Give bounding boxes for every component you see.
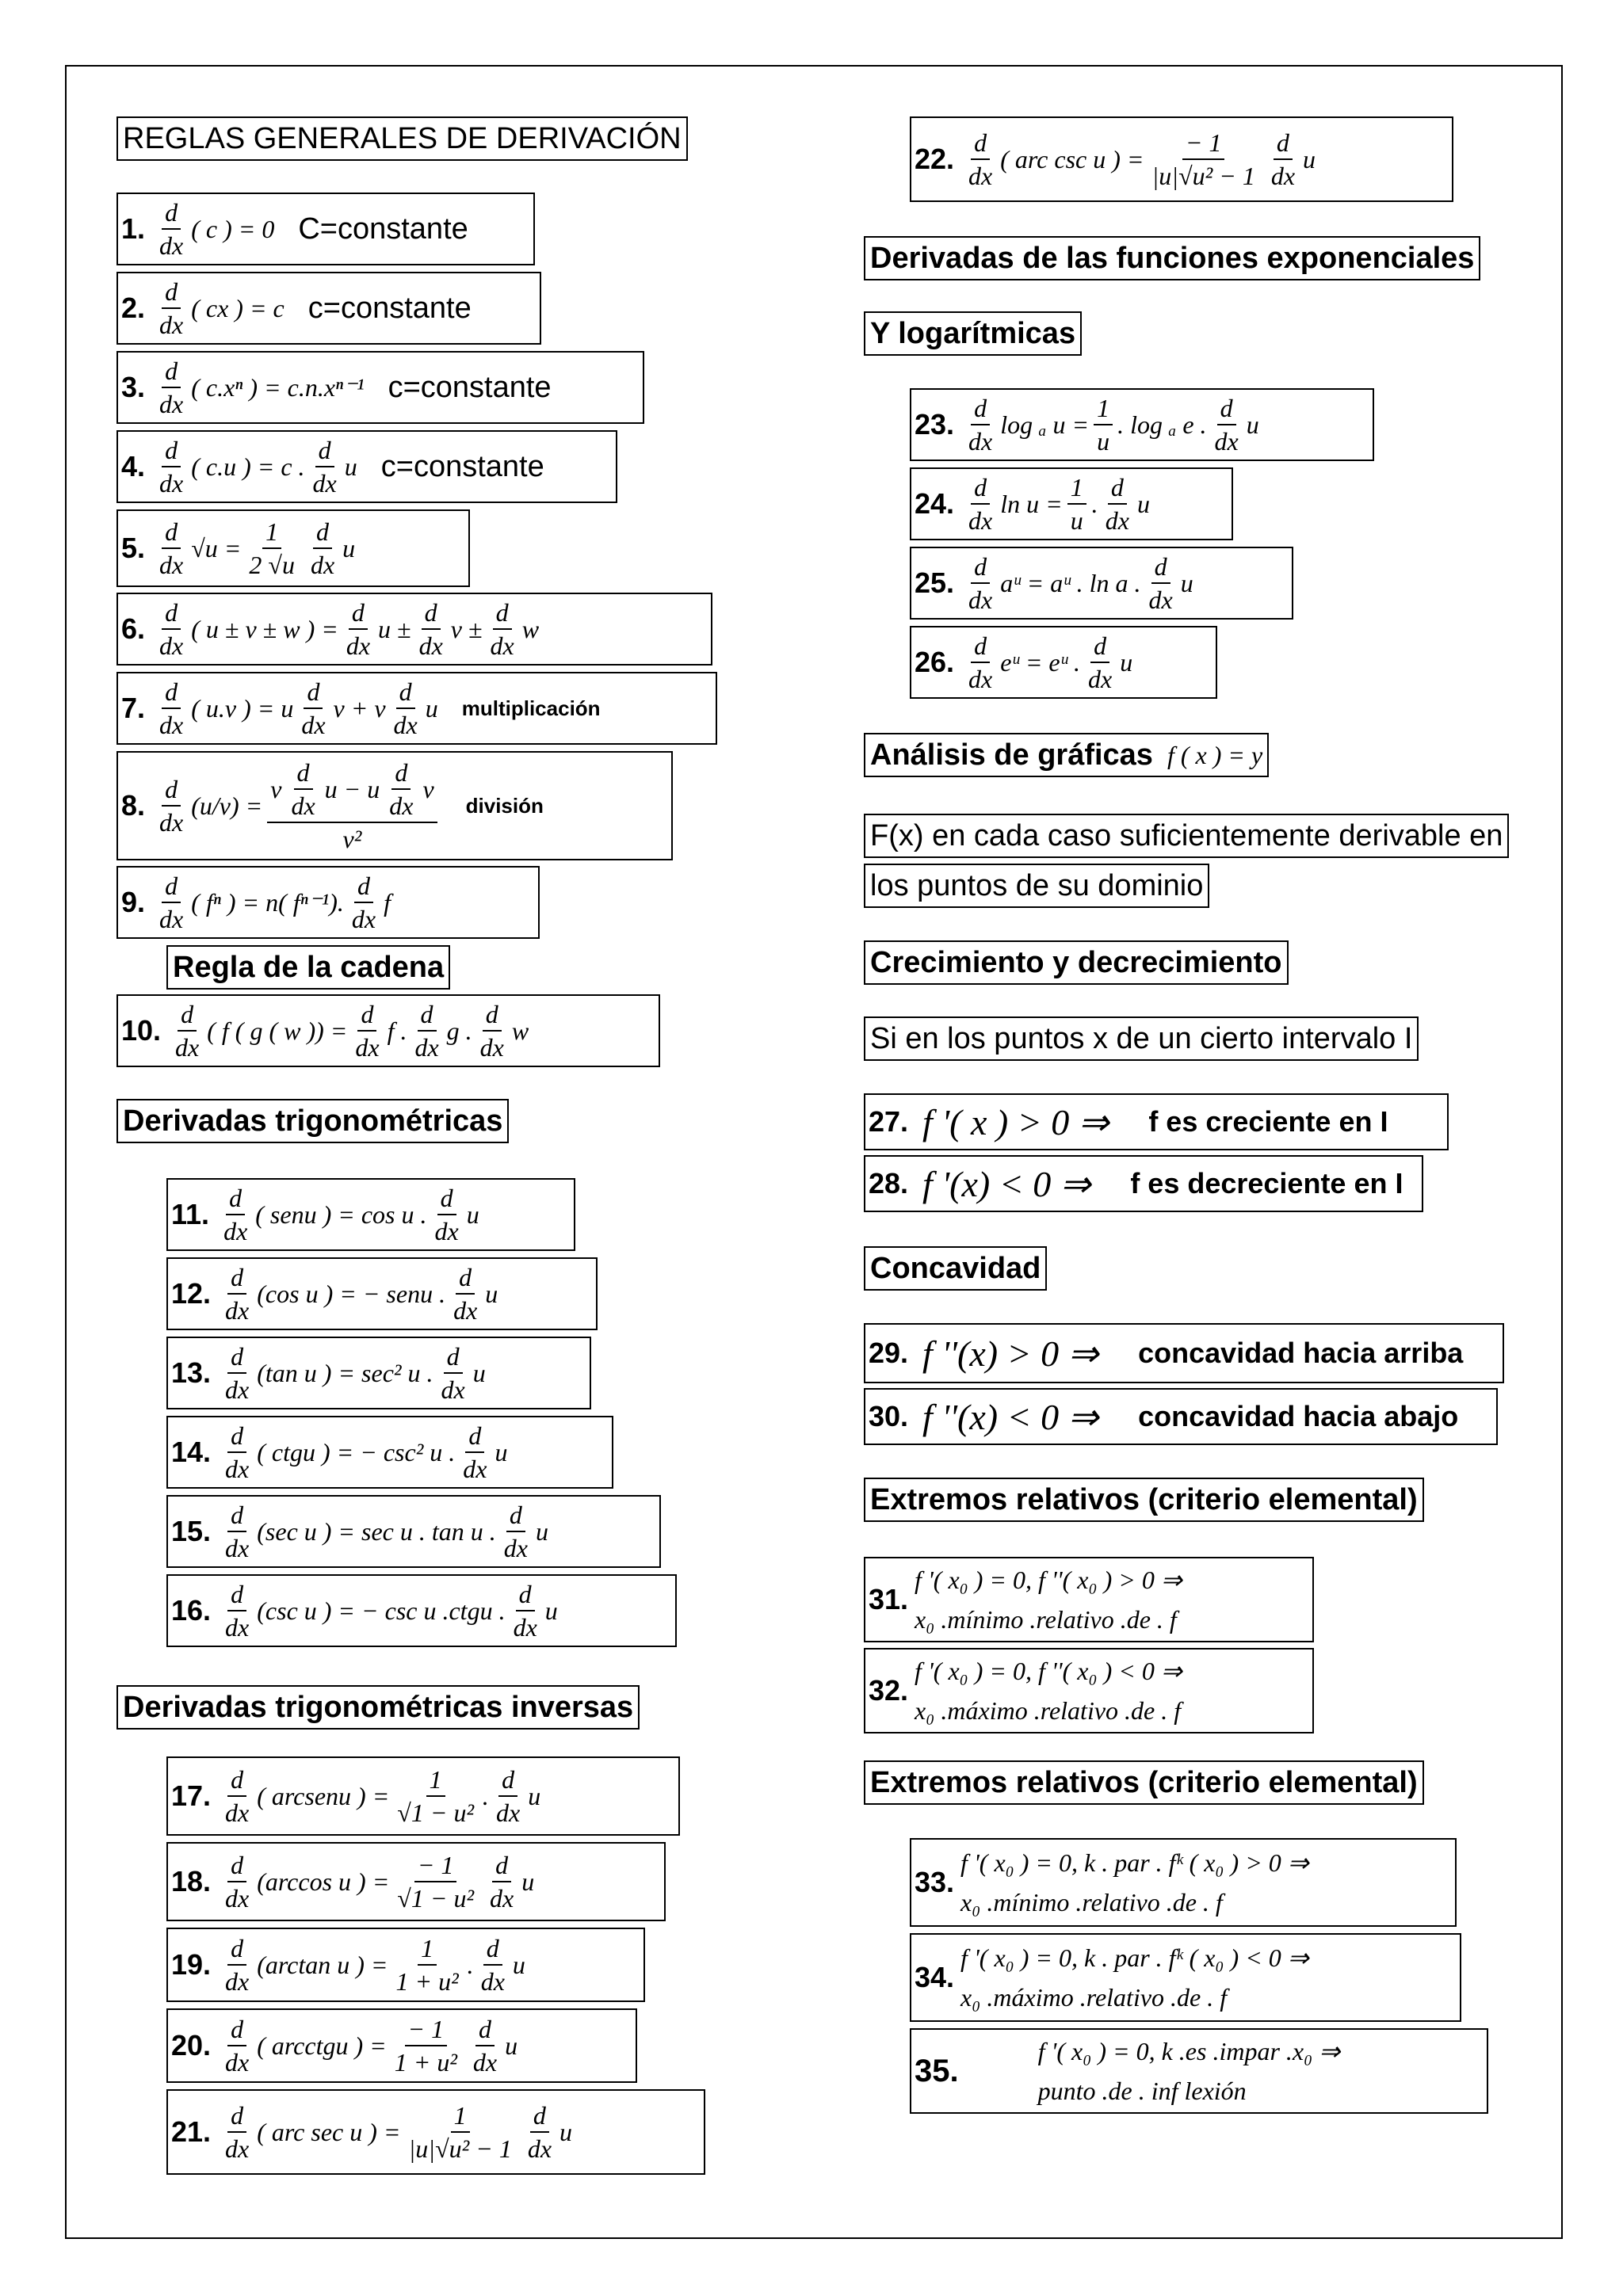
rule-note: concavidad hacia abajo: [1138, 1400, 1459, 1432]
rule-number: 23.: [915, 408, 955, 441]
rule-formula: ( c.xⁿ ) = c.n.xⁿ⁻¹: [191, 373, 365, 402]
rule-18: [166, 1842, 666, 1921]
quotient-fraction: v $\frac{d}{dx}$ u − u $\frac{d}{dx}$ v v²: [267, 757, 437, 855]
rule-formula: (arctan u ) =: [257, 1950, 388, 1979]
rule-number: 16.: [171, 1594, 212, 1627]
rule-formula: eᵘ = eᵘ .: [1000, 647, 1080, 677]
log-title: Y logarítmicas: [864, 311, 1082, 356]
one-over-u: $\frac{1}{u}$: [1067, 471, 1086, 536]
d-dx: $\frac{d}{dx}$: [968, 631, 993, 693]
rule-formula: f ''(x) > 0 ⇒: [922, 1333, 1099, 1374]
rule-note: f es creciente en I: [1148, 1105, 1388, 1138]
rule-number: 20.: [171, 2029, 212, 2061]
rule-5: [116, 509, 470, 587]
d-dx: $\frac{d}{dx}$: [418, 598, 443, 660]
rule-number: 24.: [915, 487, 955, 520]
rule-25: [910, 547, 1293, 620]
rule-formula: ( arc csc u ) =: [1000, 144, 1144, 174]
d-dx: $\frac{d}{dx}$: [1270, 128, 1296, 190]
rule-6: 6. $\frac{d}{dx}$ ( u ± v ± w ) = $\frac{d}{dx}$ u ± $\frac{d}{dx}$ v ± $\frac{d}{dx}$ w: [116, 593, 712, 666]
general-rules-title: REGLAS GENERALES DE DERIVACIÓN: [116, 116, 688, 161]
rule-post: u: [512, 1950, 525, 1979]
d-dx: $\frac{d}{dx}$: [225, 2015, 250, 2077]
rule-16: [166, 1574, 677, 1647]
rule-post: u: [1136, 489, 1150, 518]
rule-27: [864, 1093, 1449, 1150]
rule-number: 7.: [121, 692, 146, 724]
d-dx: $\frac{d}{dx}$: [159, 198, 184, 260]
extrema-title-2: Extremos relativos (criterio elemental): [864, 1760, 1424, 1805]
rule-30: [864, 1388, 1498, 1445]
chain-rule-title: Regla de la cadena: [166, 945, 450, 990]
rule-formula: ( ctgu ) = − csc² u .: [257, 1437, 456, 1466]
rule-8: [116, 751, 673, 860]
d-dx: $\frac{d}{dx}$: [159, 677, 184, 739]
rule-formula: (csc u ) = − csc u .ctgu .: [257, 1596, 506, 1625]
d-dx: $\frac{d}{dx}$: [175, 1000, 200, 1062]
rule-formula: f '( x₀ ) = 0, k .es .impar .x₀ ⇒ punto .de . inf lexión: [1037, 2037, 1341, 2105]
rule-formula: f ''(x) < 0 ⇒: [922, 1397, 1099, 1437]
rule-number: 30.: [869, 1400, 909, 1432]
d-dx: $\frac{d}{dx}$: [513, 1580, 537, 1642]
rule-note: multiplicación: [461, 696, 601, 720]
rule-number: 15.: [171, 1515, 212, 1547]
rule-number: 4.: [121, 450, 146, 482]
rule-formula: f '( x₀ ) = 0, k . par . fᵏ ( x₀ ) > 0 ⇒ x₀ .mínimo .relativo .de . f: [960, 1848, 1309, 1917]
rule-number: 17.: [171, 1779, 212, 1812]
rule-number: 27.: [869, 1105, 909, 1138]
rule-12: [166, 1257, 598, 1330]
rule-post: w: [511, 1016, 529, 1045]
rule-number: 11.: [171, 1198, 210, 1230]
rule-formula: f '( x₀ ) = 0, k . par . fᵏ ( x₀ ) < 0 ⇒ x₀ .máximo .relativo .de . f: [960, 1943, 1309, 2012]
rule-post: u: [344, 452, 357, 481]
d-dx: $\frac{d}{dx}$: [968, 552, 993, 614]
rule-34: [910, 1933, 1461, 2022]
rule-15: [166, 1495, 661, 1568]
growth-line: Si en los puntos x de un cierto intervalo I: [864, 1016, 1419, 1061]
rule-note: división: [465, 793, 544, 818]
rule-formula: ( cx ) = c: [191, 293, 285, 322]
rule-number: 14.: [171, 1436, 212, 1468]
rule-number: 13.: [171, 1356, 212, 1389]
d-dx: $\frac{d}{dx}$: [225, 1263, 250, 1325]
d-dx: $\frac{d}{dx}$: [463, 1421, 487, 1483]
rule-23: [910, 388, 1374, 461]
d-dx: $\frac{d}{dx}$: [225, 1580, 250, 1642]
rule-29: [864, 1323, 1504, 1383]
graph-function: f ( x ) = y: [1167, 741, 1263, 769]
d-dx: $\frac{d}{dx}$: [393, 677, 418, 739]
rule-number: 21.: [171, 2115, 212, 2148]
rule-formula: (cos u ) = − senu .: [257, 1279, 446, 1308]
rule-formula: f '( x₀ ) = 0, f ''( x₀ ) < 0 ⇒ x₀ .máximo .relativo .de . f: [915, 1657, 1182, 1725]
inverse-trig-title: Derivadas trigonométricas inversas: [116, 1685, 640, 1730]
rule-4: [116, 430, 617, 503]
rule-formula: ln u =: [1000, 489, 1063, 518]
rule-35: [910, 2028, 1488, 2114]
rule-11: [166, 1178, 575, 1251]
rule-number: 5.: [121, 532, 146, 564]
d-dx: $\frac{d}{dx}$: [472, 2015, 498, 2077]
rule-post: w: [521, 614, 540, 643]
d-dx: $\frac{d}{dx}$: [225, 1421, 250, 1483]
d-dx: $\frac{d}{dx}$: [480, 1934, 505, 1996]
rule-number: 33.: [915, 1866, 955, 1898]
rule-22: [910, 116, 1453, 202]
rule-formula: (arccos u ) =: [257, 1867, 390, 1896]
d-dx: $\frac{d}{dx}$: [1214, 394, 1239, 456]
derivable-line-2: los puntos de su dominio: [864, 864, 1209, 908]
d-dx: $\frac{d}{dx}$: [225, 1501, 250, 1562]
concavity-title: Concavidad: [864, 1246, 1047, 1291]
rule-32: [864, 1648, 1314, 1733]
rule-formula: ( f ( g ( w )) =: [207, 1016, 348, 1045]
rule-formula: ( arcctgu ) =: [257, 2031, 387, 2060]
rule-post: u: [425, 693, 438, 723]
rule-formula: f '( x₀ ) = 0, f ''( x₀ ) > 0 ⇒ x₀ .mínimo .relativo .de . f: [915, 1566, 1182, 1634]
rule-fraction: $\frac{- 1}{\text{|u|√u² − 1}}$: [1151, 128, 1255, 190]
d-dx: $\frac{d}{dx}$: [159, 357, 184, 418]
rule-number: 26.: [915, 646, 955, 678]
d-dx: $\frac{d}{dx}$: [225, 2101, 250, 2163]
rule-post: u: [472, 1358, 486, 1387]
rule-number: 19.: [171, 1948, 212, 1981]
rule-formula: ( senu ) = cos u .: [255, 1199, 427, 1229]
graph-analysis-title: Análisis de gráficas: [870, 738, 1153, 772]
rule-post: u: [342, 533, 356, 563]
rule-formula: aᵘ = aᵘ . ln a .: [1000, 568, 1141, 597]
rule-formula: f '( x ) > 0 ⇒: [922, 1102, 1109, 1142]
rule-formula: log ₐ u =: [1000, 410, 1090, 439]
d-dx: $\frac{d}{dx}$: [355, 1000, 380, 1062]
rule-number: 10.: [121, 1014, 162, 1047]
rule-13: [166, 1337, 591, 1409]
d-dx: $\frac{d}{dx}$: [225, 1765, 250, 1827]
rule-mid: .: [1090, 489, 1098, 518]
rule-1: [116, 193, 535, 265]
rule-number: 1.: [121, 212, 146, 245]
rule-3: [116, 351, 644, 424]
rule-number: 3.: [121, 371, 146, 403]
d-dx: $\frac{d}{dx}$: [968, 473, 993, 535]
rule-formula: ( c.u ) = c .: [191, 452, 305, 481]
d-dx: $\frac{d}{dx}$: [346, 598, 371, 660]
rule-14: [166, 1416, 613, 1489]
d-dx: $\frac{d}{dx}$: [496, 1765, 521, 1827]
rule-24: [910, 467, 1233, 540]
rule-fraction: $\frac{1}{\text{√1 − u²}}$: [397, 1765, 475, 1827]
rule-2: [116, 272, 541, 345]
rule-post: u: [521, 1867, 535, 1896]
rule-formula: (sec u ) = sec u . tan u .: [257, 1516, 496, 1546]
rule-number: 35.: [915, 2053, 959, 2088]
rule-post: f: [384, 887, 391, 917]
d-dx: $\frac{d}{dx}$: [225, 1934, 250, 1996]
rule-33: [910, 1838, 1457, 1927]
rule-number: 12.: [171, 1277, 212, 1310]
d-dx: $\frac{d}{dx}$: [159, 871, 184, 933]
rule-number: 9.: [121, 886, 146, 918]
rule-post: u: [466, 1199, 479, 1229]
trig-title: Derivadas trigonométricas: [116, 1099, 509, 1143]
rule-formula: ( arc sec u ) =: [257, 2117, 401, 2146]
rule-post: u: [1120, 647, 1133, 677]
rule-post: u: [485, 1279, 498, 1308]
rule-31: [864, 1557, 1314, 1642]
rule-9: [116, 866, 540, 939]
extrema-title: Extremos relativos (criterio elemental): [864, 1478, 1424, 1522]
rule-28: [864, 1155, 1423, 1212]
d-dx: $\frac{d}{dx}$: [312, 436, 337, 498]
rule-formula: (u/v) =: [191, 791, 263, 820]
d-dx: $\frac{d}{dx}$: [441, 1342, 465, 1404]
rule-mid: . log ₐ e .: [1117, 410, 1207, 439]
rule-number: 2.: [121, 292, 146, 324]
rule-formula: ( arcsenu ) =: [257, 1781, 390, 1810]
d-dx: $\frac{d}{dx}$: [301, 677, 326, 739]
rule-formula: f '(x) < 0 ⇒: [922, 1164, 1091, 1204]
rule-note: C=constante: [298, 212, 468, 246]
one-over-u: $\frac{1}{u}$: [1094, 392, 1113, 457]
rule-formula: ( c ) = 0: [191, 214, 275, 243]
rule-note: c=constante: [380, 449, 544, 483]
d-dx: $\frac{d}{dx}$: [968, 394, 993, 456]
rule-7: 7. $\frac{d}{dx}$ ( u.v ) = u $\frac{d}{dx}$ v + v $\frac{d}{dx}$ u multiplicación: [116, 672, 717, 745]
rule-26: [910, 626, 1217, 699]
one-over-two-sqrt-u: $\frac{1}{2 √u}$: [249, 517, 295, 579]
rule-number: 18.: [171, 1865, 212, 1897]
d-dx: $\frac{d}{dx}$: [414, 1000, 439, 1062]
growth-title: Crecimiento y decrecimiento: [864, 940, 1289, 985]
rule-post: u: [1180, 568, 1193, 597]
rule-10: 10. $\frac{d}{dx}$ ( f ( g ( w )) = $\frac{d}{dx}$ f . $\frac{d}{dx}$ g . $\frac{d}{dx}$ w: [116, 994, 660, 1067]
d-dx: $\frac{d}{dx}$: [225, 1342, 250, 1404]
rule-19: 19. $\frac{d}{dx}$ (arctan u ) = $\frac{1}{\text{1 + u²}}$ . $\frac{d}{dx}$ u: [166, 1928, 645, 2002]
rule-number: 32.: [869, 1674, 909, 1707]
rule-formula: ( u ± v ± w ) =: [191, 614, 338, 643]
d-dx: $\frac{d}{dx}$: [479, 1000, 504, 1062]
d-dx: $\frac{d}{dx}$: [159, 436, 184, 498]
d-dx: $\frac{d}{dx}$: [1088, 631, 1113, 693]
rule-number: 28.: [869, 1167, 909, 1199]
rule-post: u: [1246, 410, 1259, 439]
rule-17: 17. $\frac{d}{dx}$ ( arcsenu ) = $\frac{1}{\text{√1 − u²}}$ . $\frac{d}{dx}$ u: [166, 1756, 680, 1836]
rule-formula: √u =: [191, 533, 242, 563]
d-dx: $\frac{d}{dx}$: [1105, 473, 1129, 535]
d-dx: $\frac{d}{dx}$: [490, 598, 514, 660]
rule-note: concavidad hacia arriba: [1138, 1337, 1464, 1369]
rule-post: u: [505, 2031, 518, 2060]
rule-formula: (tan u ) = sec² u .: [257, 1358, 433, 1387]
d-dx: $\frac{d}{dx}$: [159, 598, 184, 660]
rule-formula: ( u.v ) = u: [191, 693, 294, 723]
d-dx: $\frac{d}{dx}$: [1148, 552, 1173, 614]
rule-fraction: $\frac{1}{\text{|u|√u² − 1}}$: [408, 2101, 512, 2163]
rule-number: 34.: [915, 1961, 955, 1993]
d-dx: $\frac{d}{dx}$: [503, 1501, 528, 1562]
d-dx: $\frac{d}{dx}$: [159, 277, 184, 339]
d-dx: $\frac{d}{dx}$: [223, 1184, 248, 1245]
rule-21: [166, 2089, 705, 2175]
rule-20: [166, 2008, 637, 2083]
d-dx: $\frac{d}{dx}$: [968, 128, 993, 190]
rule-fraction: $\frac{- 1}{\text{√1 − u²}}$: [397, 1851, 475, 1913]
rule-note: f es decreciente en I: [1130, 1167, 1403, 1199]
rule-note: c=constante: [307, 291, 472, 325]
rule-number: 22.: [915, 143, 955, 175]
d-dx: $\frac{d}{dx}$: [159, 775, 184, 837]
rule-number: 29.: [869, 1337, 909, 1369]
graph-analysis-header: [864, 733, 1269, 777]
rule-post: u: [559, 2117, 573, 2146]
exp-title: Derivadas de las funciones exponenciales: [864, 236, 1480, 280]
rule-post: u: [544, 1596, 558, 1625]
d-dx: $\frac{d}{dx}$: [490, 1851, 514, 1913]
rule-number: 25.: [915, 566, 955, 599]
d-dx: $\frac{d}{dx}$: [351, 871, 376, 933]
d-dx: $\frac{d}{dx}$: [453, 1263, 478, 1325]
d-dx: $\frac{d}{dx}$: [310, 517, 335, 579]
rule-post: u: [1303, 144, 1316, 174]
rule-post: u: [528, 1781, 541, 1810]
rule-post: u: [535, 1516, 548, 1546]
d-dx: $\frac{d}{dx}$: [434, 1184, 459, 1245]
rule-fraction: $\frac{- 1}{\text{1 + u²}}$: [394, 2015, 457, 2077]
rule-note: c=constante: [388, 370, 552, 404]
derivable-line-1: F(x) en cada caso suficientemente derivable en: [864, 814, 1509, 858]
rule-formula: ( fⁿ ) = n( fⁿ⁻¹).: [191, 888, 344, 917]
rule-number: 6.: [121, 612, 146, 645]
d-dx: $\frac{d}{dx}$: [225, 1851, 250, 1913]
rule-post: u: [495, 1437, 508, 1466]
d-dx: $\frac{d}{dx}$: [527, 2101, 552, 2163]
rule-fraction: $\frac{1}{\text{1 + u²}}$: [395, 1934, 459, 1996]
rule-number: 31.: [869, 1583, 909, 1615]
d-dx: $\frac{d}{dx}$: [159, 517, 184, 579]
rule-number: 8.: [121, 789, 146, 822]
